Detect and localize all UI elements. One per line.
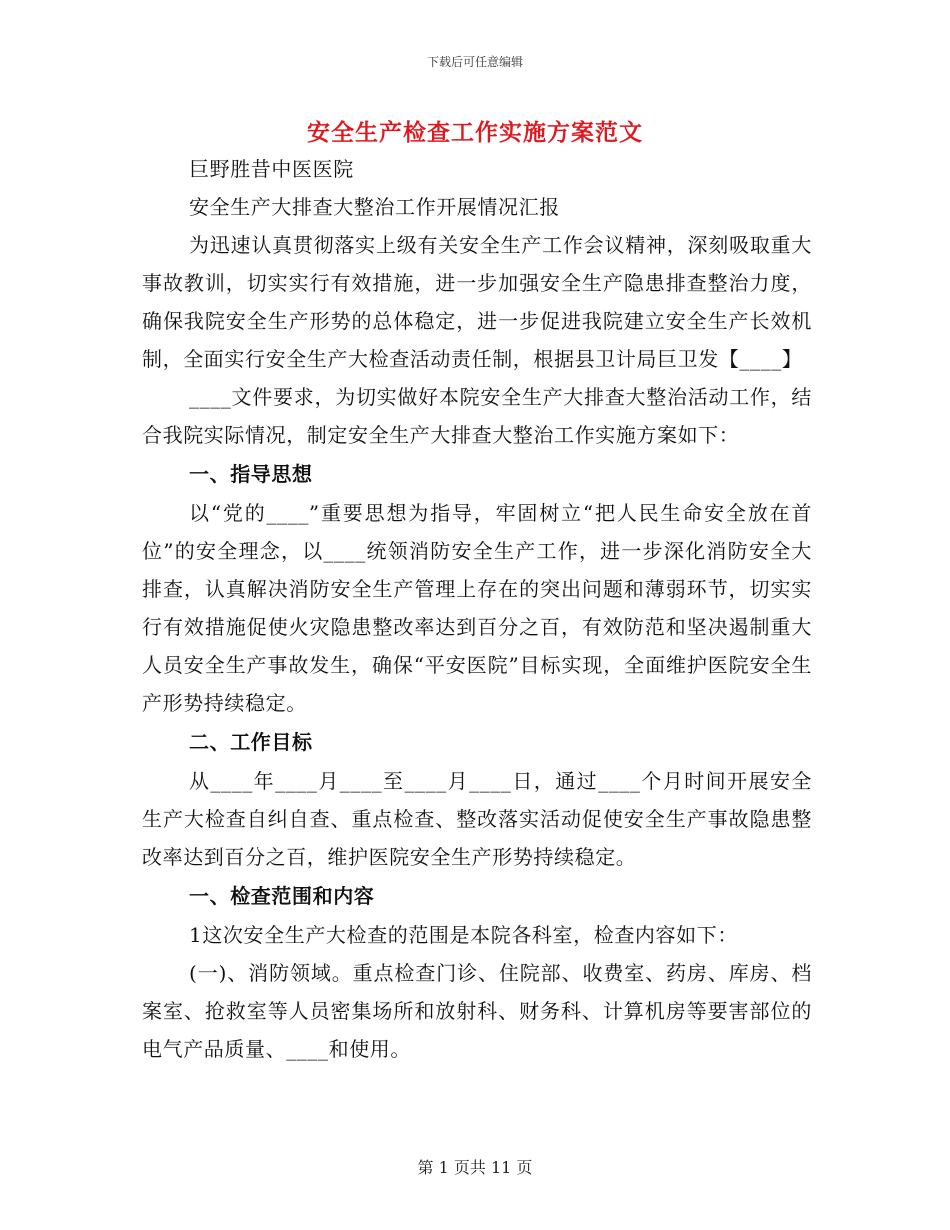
section-heading-goal: 二、工作目标 xyxy=(189,730,313,754)
page-number: 第 1 页共 11 页 xyxy=(417,1158,533,1177)
fire-safety-paragraph: (一)、消防领域。重点检查门诊、住院部、收费室、药房、库房、档案室、抢救室等人员密集场所和放射科、财务科、计算机房等要害部位的电气产品质量、____和使用。 xyxy=(142,961,812,1061)
guiding-paragraph: 以“党的____”重要思想为指导，牢固树立“把人民生命安全放在首位”的安全理念，以____统领消防安全生产工作，进一步深化消防安全大排查，认真解决消防安全生产管理上存在的突出问题和薄弱环节，切实实行有效措施促使火灾隐患整改率达到百分之百，有效防范和坚决遏制重大人员安全生产事故发生，确保“平安医院”目标实现，全面维护医院安全生产形势持续稳定。 xyxy=(142,501,812,715)
section-heading-guiding: 一、指导思想 xyxy=(189,462,313,486)
goal-paragraph: 从____年____月____至____月____日，通过____个月时间开展安全生产大检查自纠自查、重点检查、整改落实活动促使安全生产事故隐患整改率达到百分之百，维护医院安全生产形势持续稳定。 xyxy=(142,769,812,869)
intro-paragraph: 为迅速认真贯彻落实上级有关安全生产工作会议精神，深刻吸取重大事故教训，切实实行有效措施，进一步加强安全生产隐患排查整治力度，确保我院安全生产形势的总体稳定，进一步促进我院建立安全生产长效机制，全面实行安全生产大检查活动责任制，根据县卫计局巨卫发【____】 xyxy=(142,233,812,371)
section-heading-scope: 一、检查范围和内容 xyxy=(189,884,375,908)
organization-name: 巨野胜昔中医医院 xyxy=(189,157,354,181)
document-subtitle: 安全生产大排查大整治工作开展情况汇报 xyxy=(189,195,560,219)
intro-paragraph-2: ____文件要求，为切实做好本院安全生产大排查大整治活动工作，结合我院实际情况，制定安全生产大排查大整治工作实施方案如下： xyxy=(142,385,812,447)
document-title: 安全生产检查工作实施方案范文 xyxy=(307,119,643,146)
scope-paragraph: 1这次安全生产大检查的范围是本院各科室，检查内容如下： xyxy=(189,923,738,947)
page-header-note: 下载后可任意编辑 xyxy=(426,55,523,69)
document-body xyxy=(142,150,812,1068)
